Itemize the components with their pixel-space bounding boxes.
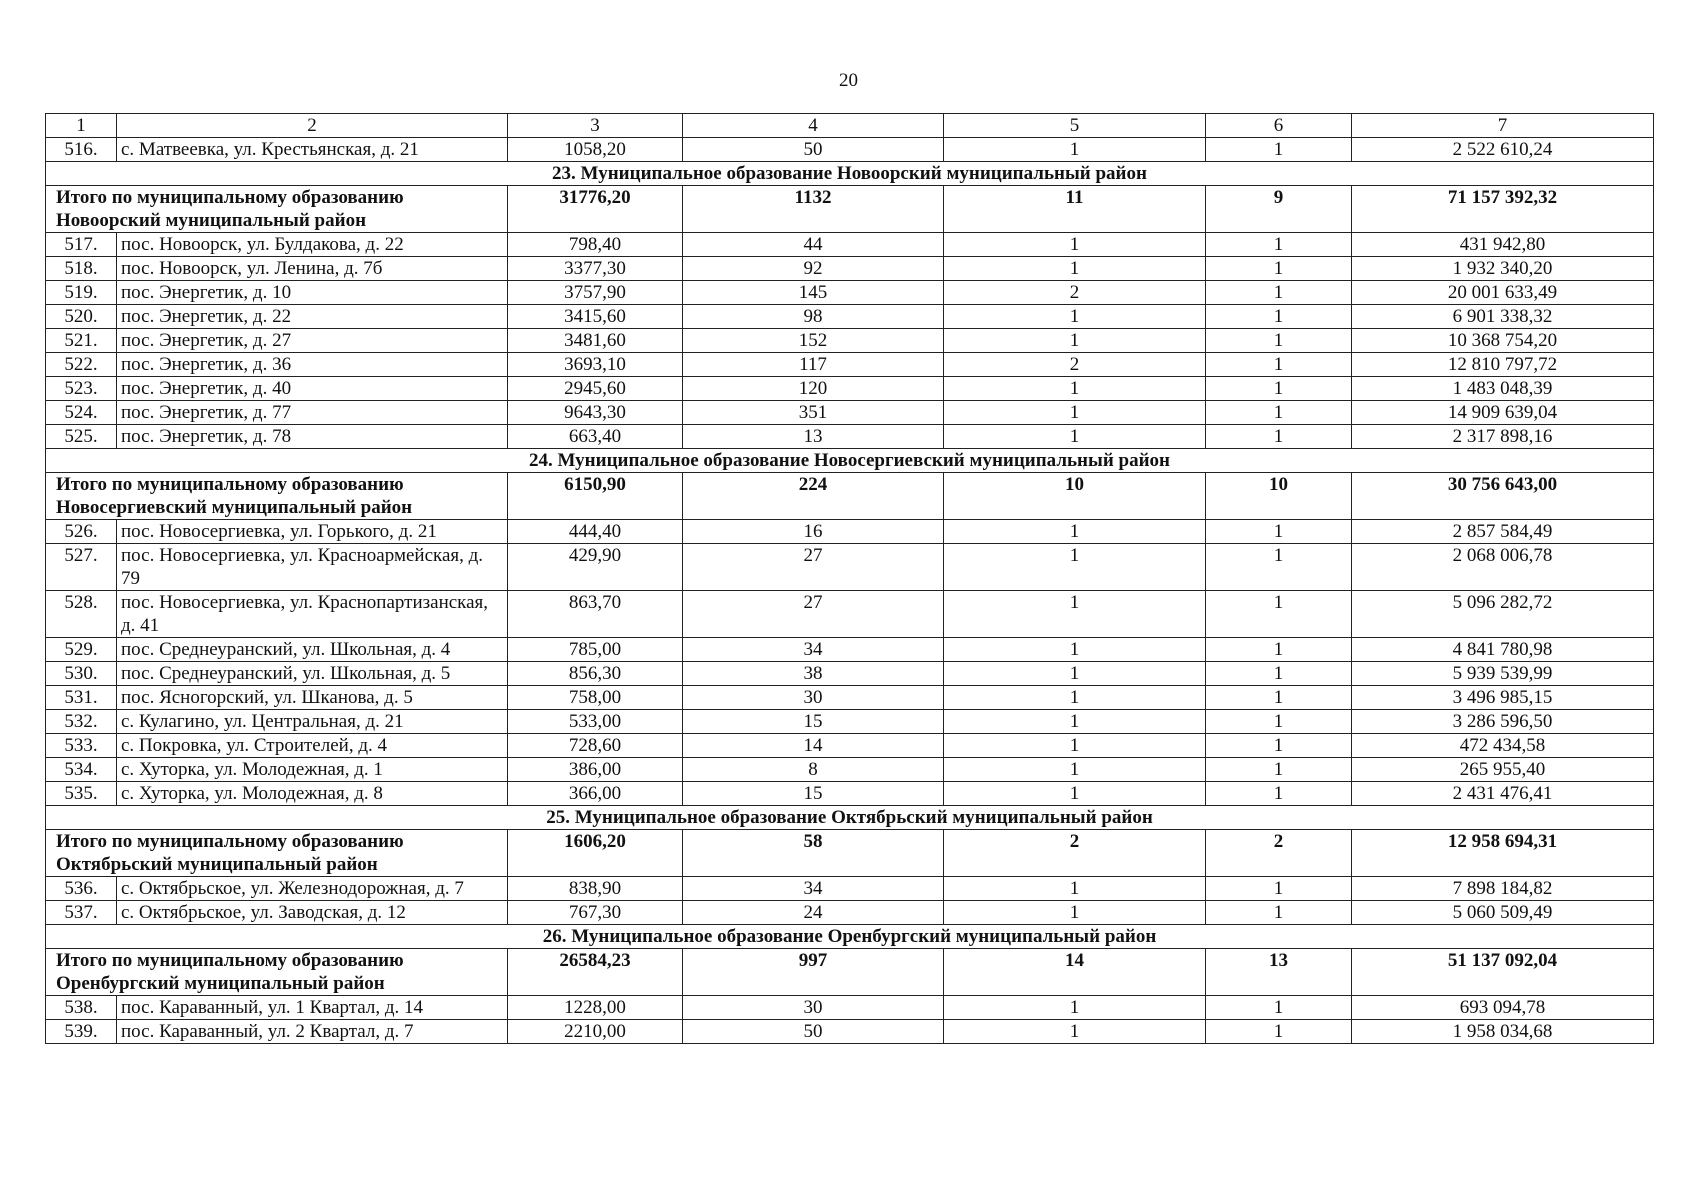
table-row — [46, 233, 1654, 257]
value-col6: 1 — [1206, 996, 1352, 1020]
value-col6: 1 — [1206, 710, 1352, 734]
total-value: 12 958 694,31 — [1352, 830, 1654, 877]
column-number-row — [46, 114, 1654, 138]
residents-count: 30 — [683, 996, 944, 1020]
value-col5: 1 — [944, 901, 1206, 925]
value-col6: 1 — [1206, 544, 1352, 591]
section-title: 23. Муниципальное образование Новоорский муниципальный район — [46, 162, 1654, 186]
value-col5: 1 — [944, 734, 1206, 758]
address: пос. Новосергиевка, ул. Краснопартизанская, д. 41 — [117, 591, 508, 638]
row-number: 520. — [46, 305, 117, 329]
residents-count: 34 — [683, 638, 944, 662]
address: с. Кулагино, ул. Центральная, д. 21 — [117, 710, 508, 734]
residents-count: 30 — [683, 686, 944, 710]
residents-count: 38 — [683, 662, 944, 686]
total-value: 224 — [683, 473, 944, 520]
area: 444,40 — [508, 520, 683, 544]
row-number: 526. — [46, 520, 117, 544]
value-col5: 1 — [944, 544, 1206, 591]
total-value: 1132 — [683, 186, 944, 233]
table-row — [46, 377, 1654, 401]
row-number: 532. — [46, 710, 117, 734]
residents-count: 50 — [683, 138, 944, 162]
column-header: 6 — [1206, 114, 1352, 138]
column-header: 5 — [944, 114, 1206, 138]
address: пос. Новосергиевка, ул. Красноармейская, д. 79 — [117, 544, 508, 591]
value-col6: 1 — [1206, 305, 1352, 329]
row-number: 529. — [46, 638, 117, 662]
row-number: 535. — [46, 782, 117, 806]
total-value: 26584,23 — [508, 949, 683, 996]
area: 386,00 — [508, 758, 683, 782]
row-number: 527. — [46, 544, 117, 591]
cost: 2 431 476,41 — [1352, 782, 1654, 806]
value-col6: 1 — [1206, 1020, 1352, 1044]
address: с. Октябрьское, ул. Железнодорожная, д. 7 — [117, 877, 508, 901]
value-col5: 2 — [944, 353, 1206, 377]
value-col5: 1 — [944, 377, 1206, 401]
residents-count: 15 — [683, 782, 944, 806]
value-col6: 1 — [1206, 638, 1352, 662]
row-number: 539. — [46, 1020, 117, 1044]
value-col6: 1 — [1206, 877, 1352, 901]
value-col5: 2 — [944, 281, 1206, 305]
value-col6: 1 — [1206, 425, 1352, 449]
value-col6: 1 — [1206, 281, 1352, 305]
total-value: 30 756 643,00 — [1352, 473, 1654, 520]
residents-count: 120 — [683, 377, 944, 401]
address: пос. Среднеуранский, ул. Школьная, д. 5 — [117, 662, 508, 686]
cost: 5 939 539,99 — [1352, 662, 1654, 686]
value-col6: 1 — [1206, 329, 1352, 353]
section-header-row — [46, 162, 1654, 186]
residents-count: 15 — [683, 710, 944, 734]
value-col6: 1 — [1206, 734, 1352, 758]
cost: 14 909 639,04 — [1352, 401, 1654, 425]
table-row — [46, 1020, 1654, 1044]
table-row — [46, 305, 1654, 329]
section-title: 25. Муниципальное образование Октябрьский муниципальный район — [46, 806, 1654, 830]
column-header: 1 — [46, 114, 117, 138]
table-row — [46, 591, 1654, 638]
row-number: 523. — [46, 377, 117, 401]
residents-count: 27 — [683, 591, 944, 638]
area: 3415,60 — [508, 305, 683, 329]
value-col5: 1 — [944, 638, 1206, 662]
cost: 1 932 340,20 — [1352, 257, 1654, 281]
residents-count: 27 — [683, 544, 944, 591]
total-value: 11 — [944, 186, 1206, 233]
address: пос. Новоорск, ул. Ленина, д. 7б — [117, 257, 508, 281]
area: 758,00 — [508, 686, 683, 710]
row-number: 536. — [46, 877, 117, 901]
residents-count: 351 — [683, 401, 944, 425]
row-number: 522. — [46, 353, 117, 377]
column-header: 4 — [683, 114, 944, 138]
table-row — [46, 353, 1654, 377]
cost: 4 841 780,98 — [1352, 638, 1654, 662]
total-value: 9 — [1206, 186, 1352, 233]
cost: 1 483 048,39 — [1352, 377, 1654, 401]
residents-count: 14 — [683, 734, 944, 758]
total-value: 13 — [1206, 949, 1352, 996]
page-number: 20 — [839, 70, 858, 91]
area: 366,00 — [508, 782, 683, 806]
cost: 693 094,78 — [1352, 996, 1654, 1020]
total-row — [46, 830, 1654, 877]
residents-count: 145 — [683, 281, 944, 305]
row-number: 525. — [46, 425, 117, 449]
total-value: 997 — [683, 949, 944, 996]
cost: 2 317 898,16 — [1352, 425, 1654, 449]
value-col5: 1 — [944, 758, 1206, 782]
row-number: 521. — [46, 329, 117, 353]
table-row — [46, 544, 1654, 591]
total-row — [46, 186, 1654, 233]
section-title: 24. Муниципальное образование Новосергиевский муниципальный район — [46, 449, 1654, 473]
area: 3481,60 — [508, 329, 683, 353]
section-title: 26. Муниципальное образование Оренбургский муниципальный район — [46, 925, 1654, 949]
cost: 3 496 985,15 — [1352, 686, 1654, 710]
row-number: 524. — [46, 401, 117, 425]
residents-count: 92 — [683, 257, 944, 281]
table-row — [46, 425, 1654, 449]
value-col5: 1 — [944, 996, 1206, 1020]
table-row — [46, 734, 1654, 758]
total-value: 51 137 092,04 — [1352, 949, 1654, 996]
section-header-row — [46, 806, 1654, 830]
cost: 1 958 034,68 — [1352, 1020, 1654, 1044]
column-header: 7 — [1352, 114, 1654, 138]
area: 838,90 — [508, 877, 683, 901]
section-header-row — [46, 925, 1654, 949]
total-row — [46, 949, 1654, 996]
table-row — [46, 758, 1654, 782]
address: с. Хуторка, ул. Молодежная, д. 1 — [117, 758, 508, 782]
table-row — [46, 520, 1654, 544]
total-value: 14 — [944, 949, 1206, 996]
value-col5: 1 — [944, 138, 1206, 162]
area: 663,40 — [508, 425, 683, 449]
cost: 5 096 282,72 — [1352, 591, 1654, 638]
area: 863,70 — [508, 591, 683, 638]
total-value: 31776,20 — [508, 186, 683, 233]
value-col5: 1 — [944, 782, 1206, 806]
total-value: 2 — [1206, 830, 1352, 877]
row-number: 534. — [46, 758, 117, 782]
cost: 20 001 633,49 — [1352, 281, 1654, 305]
address: с. Октябрьское, ул. Заводская, д. 12 — [117, 901, 508, 925]
total-label: Итого по муниципальному образованию Новоорский муниципальный район — [46, 186, 508, 233]
address: пос. Энергетик, д. 77 — [117, 401, 508, 425]
value-col5: 1 — [944, 1020, 1206, 1044]
value-col5: 1 — [944, 305, 1206, 329]
value-col5: 1 — [944, 233, 1206, 257]
value-col5: 1 — [944, 257, 1206, 281]
table-row — [46, 281, 1654, 305]
area: 3693,10 — [508, 353, 683, 377]
total-value: 1606,20 — [508, 830, 683, 877]
area: 2210,00 — [508, 1020, 683, 1044]
table-row — [46, 710, 1654, 734]
total-value: 58 — [683, 830, 944, 877]
residents-count: 34 — [683, 877, 944, 901]
address: пос. Энергетик, д. 27 — [117, 329, 508, 353]
cost: 6 901 338,32 — [1352, 305, 1654, 329]
area: 856,30 — [508, 662, 683, 686]
residents-count: 13 — [683, 425, 944, 449]
address: с. Покровка, ул. Строителей, д. 4 — [117, 734, 508, 758]
area: 798,40 — [508, 233, 683, 257]
value-col5: 1 — [944, 520, 1206, 544]
row-number: 533. — [46, 734, 117, 758]
area: 1058,20 — [508, 138, 683, 162]
area: 533,00 — [508, 710, 683, 734]
area: 2945,60 — [508, 377, 683, 401]
address: пос. Караванный, ул. 1 Квартал, д. 14 — [117, 996, 508, 1020]
total-row — [46, 473, 1654, 520]
address: пос. Новоорск, ул. Булдакова, д. 22 — [117, 233, 508, 257]
value-col6: 1 — [1206, 233, 1352, 257]
row-number: 531. — [46, 686, 117, 710]
total-value: 6150,90 — [508, 473, 683, 520]
section-header-row — [46, 449, 1654, 473]
address: с. Матвеевка, ул. Крестьянская, д. 21 — [117, 138, 508, 162]
value-col6: 1 — [1206, 901, 1352, 925]
value-col6: 1 — [1206, 138, 1352, 162]
value-col6: 1 — [1206, 686, 1352, 710]
table-row — [46, 662, 1654, 686]
address: пос. Среднеуранский, ул. Школьная, д. 4 — [117, 638, 508, 662]
cost: 2 522 610,24 — [1352, 138, 1654, 162]
area: 767,30 — [508, 901, 683, 925]
cost: 2 857 584,49 — [1352, 520, 1654, 544]
area: 785,00 — [508, 638, 683, 662]
cost: 10 368 754,20 — [1352, 329, 1654, 353]
value-col5: 1 — [944, 401, 1206, 425]
value-col5: 1 — [944, 591, 1206, 638]
row-number: 518. — [46, 257, 117, 281]
row-number: 516. — [46, 138, 117, 162]
row-number: 537. — [46, 901, 117, 925]
value-col5: 1 — [944, 710, 1206, 734]
column-header: 2 — [117, 114, 508, 138]
address: пос. Энергетик, д. 36 — [117, 353, 508, 377]
area: 1228,00 — [508, 996, 683, 1020]
area: 3377,30 — [508, 257, 683, 281]
residents-count: 117 — [683, 353, 944, 377]
address: с. Хуторка, ул. Молодежная, д. 8 — [117, 782, 508, 806]
table-row — [46, 329, 1654, 353]
total-label: Итого по муниципальному образованию Оренбургский муниципальный район — [46, 949, 508, 996]
residents-count: 16 — [683, 520, 944, 544]
address: пос. Ясногорский, ул. Шканова, д. 5 — [117, 686, 508, 710]
cost: 7 898 184,82 — [1352, 877, 1654, 901]
table-row — [46, 401, 1654, 425]
table-row — [46, 138, 1654, 162]
value-col6: 1 — [1206, 520, 1352, 544]
table-row — [46, 901, 1654, 925]
cost: 5 060 509,49 — [1352, 901, 1654, 925]
address: пос. Энергетик, д. 78 — [117, 425, 508, 449]
address: пос. Энергетик, д. 40 — [117, 377, 508, 401]
total-value: 10 — [944, 473, 1206, 520]
residents-count: 50 — [683, 1020, 944, 1044]
cost: 265 955,40 — [1352, 758, 1654, 782]
cost: 2 068 006,78 — [1352, 544, 1654, 591]
value-col5: 1 — [944, 662, 1206, 686]
total-value: 2 — [944, 830, 1206, 877]
value-col6: 1 — [1206, 257, 1352, 281]
value-col5: 1 — [944, 329, 1206, 353]
cost: 431 942,80 — [1352, 233, 1654, 257]
row-number: 538. — [46, 996, 117, 1020]
area: 728,60 — [508, 734, 683, 758]
residents-count: 44 — [683, 233, 944, 257]
residents-count: 98 — [683, 305, 944, 329]
area: 9643,30 — [508, 401, 683, 425]
value-col6: 1 — [1206, 662, 1352, 686]
value-col6: 1 — [1206, 401, 1352, 425]
value-col6: 1 — [1206, 353, 1352, 377]
address: пос. Караванный, ул. 2 Квартал, д. 7 — [117, 1020, 508, 1044]
total-value: 71 157 392,32 — [1352, 186, 1654, 233]
table-row — [46, 686, 1654, 710]
value-col6: 1 — [1206, 591, 1352, 638]
table-row — [46, 782, 1654, 806]
residents-count: 24 — [683, 901, 944, 925]
area: 3757,90 — [508, 281, 683, 305]
table-row — [46, 257, 1654, 281]
row-number: 519. — [46, 281, 117, 305]
row-number: 528. — [46, 591, 117, 638]
value-col6: 1 — [1206, 758, 1352, 782]
value-col5: 1 — [944, 686, 1206, 710]
area: 429,90 — [508, 544, 683, 591]
value-col6: 1 — [1206, 377, 1352, 401]
residents-count: 8 — [683, 758, 944, 782]
address: пос. Энергетик, д. 10 — [117, 281, 508, 305]
address: пос. Энергетик, д. 22 — [117, 305, 508, 329]
cost: 12 810 797,72 — [1352, 353, 1654, 377]
column-header: 3 — [508, 114, 683, 138]
total-label: Итого по муниципальному образованию Новосергиевский муниципальный район — [46, 473, 508, 520]
housing-register-table — [45, 113, 1654, 1044]
value-col6: 1 — [1206, 782, 1352, 806]
value-col5: 1 — [944, 877, 1206, 901]
table-row — [46, 877, 1654, 901]
value-col5: 1 — [944, 425, 1206, 449]
row-number: 517. — [46, 233, 117, 257]
table-row — [46, 996, 1654, 1020]
cost: 3 286 596,50 — [1352, 710, 1654, 734]
table-row — [46, 638, 1654, 662]
residents-count: 152 — [683, 329, 944, 353]
total-value: 10 — [1206, 473, 1352, 520]
row-number: 530. — [46, 662, 117, 686]
total-label: Итого по муниципальному образованию Октябрьский муниципальный район — [46, 830, 508, 877]
address: пос. Новосергиевка, ул. Горького, д. 21 — [117, 520, 508, 544]
cost: 472 434,58 — [1352, 734, 1654, 758]
